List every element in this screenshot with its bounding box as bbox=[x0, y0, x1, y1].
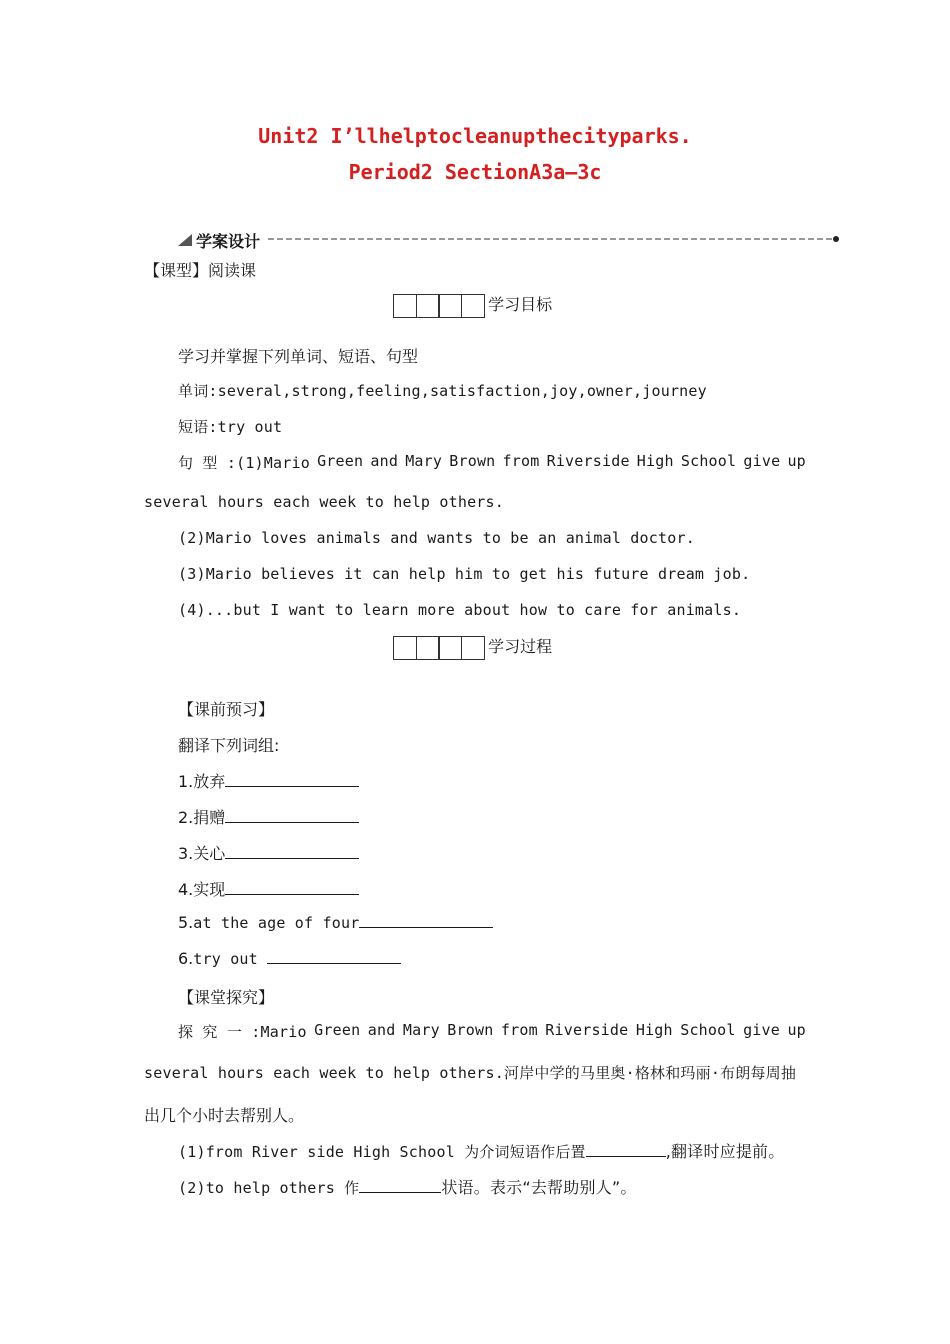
sentence-2: (2)Mario loves animals and wants to be an animal doctor. bbox=[178, 529, 695, 547]
sentence-1-word: and bbox=[370, 452, 399, 470]
list-item: 6.try out bbox=[178, 949, 401, 968]
sentence-1-word: give bbox=[743, 452, 781, 470]
note-1: (1)from River side High School 为介词短语作后置 ,翻译时应提前。 bbox=[178, 1142, 785, 1161]
explore-1-word: School bbox=[680, 1021, 736, 1039]
sentence-4: (4)...but I want to learn more about how to care for animals. bbox=[178, 601, 742, 619]
explore-1-word: and bbox=[367, 1021, 396, 1039]
sentence-1-word: from bbox=[502, 452, 540, 470]
explore-heading: 【课堂探究】 bbox=[178, 988, 275, 1007]
sentence-1-word: Green bbox=[317, 452, 364, 470]
answer-blank[interactable] bbox=[359, 913, 493, 928]
sentence-1-word: School bbox=[680, 452, 737, 470]
list-item: 3.关心 bbox=[178, 841, 359, 864]
translate-prompt: 翻译下列词组: bbox=[178, 736, 280, 755]
explore-1-word: from bbox=[500, 1021, 538, 1039]
section-header bbox=[176, 228, 842, 250]
answer-blank[interactable] bbox=[225, 844, 359, 859]
goals-phrases: 短语:try out bbox=[178, 418, 283, 436]
sentence-1-word: 句 型 :(1)Mario bbox=[178, 454, 310, 472]
sentence-1-word: High bbox=[636, 452, 674, 470]
explore-1-word: Green bbox=[314, 1021, 361, 1039]
process-heading bbox=[393, 634, 552, 660]
list-item: 2.捐赠 bbox=[178, 805, 359, 828]
process-heading-label: 学习过程 bbox=[488, 637, 553, 656]
explore-1-word: 探 究 一 :Mario bbox=[178, 1023, 307, 1041]
goals-heading bbox=[393, 292, 552, 318]
answer-blank[interactable] bbox=[267, 949, 401, 964]
note-2: (2)to help others 作 状语。表示“去帮助别人”。 bbox=[178, 1178, 637, 1197]
explore-1-word: Mary bbox=[402, 1021, 440, 1039]
box-decoration-icon bbox=[393, 294, 483, 318]
sentence-3: (3)Mario believes it can help him to get his future dream job. bbox=[178, 565, 751, 583]
section-header-label: 学案设计 bbox=[196, 232, 261, 251]
sentence-1-word: Brown bbox=[449, 452, 496, 470]
goals-words: 单词:several,strong,feeling,satisfaction,joy,owner,journey bbox=[178, 382, 707, 400]
answer-blank[interactable] bbox=[225, 880, 359, 895]
page-title: Unit2 I’llhelptocleanupthecityparks. bbox=[258, 124, 692, 148]
explore-1-word: give bbox=[743, 1021, 780, 1039]
explore-1-word: up bbox=[787, 1021, 806, 1039]
preview-heading: 【课前预习】 bbox=[178, 700, 275, 719]
sentence-1-continued: several hours each week to help others. bbox=[144, 493, 504, 511]
section-rule-icon bbox=[176, 228, 842, 250]
goals-intro: 学习并掌握下列单词、短语、句型 bbox=[178, 347, 419, 366]
explore-1-line3: 出几个小时去帮别人。 bbox=[144, 1106, 305, 1125]
answer-blank[interactable] bbox=[586, 1142, 666, 1157]
list-item: 1.放弃 bbox=[178, 769, 359, 792]
explore-1-word: Riverside bbox=[545, 1021, 629, 1039]
sentence-1 bbox=[178, 452, 806, 473]
list-item: 5.at the age of four bbox=[178, 913, 493, 932]
answer-blank[interactable] bbox=[359, 1178, 441, 1193]
sentence-1-word: up bbox=[787, 452, 806, 470]
sentence-1-word: Mary bbox=[405, 452, 443, 470]
explore-1 bbox=[178, 1021, 806, 1042]
explore-1-word: Brown bbox=[447, 1021, 494, 1039]
explore-1-word: High bbox=[635, 1021, 673, 1039]
explore-1-line2: several hours each week to help others.河岸中学的马里奥·格林和玛丽·布朗每周抽 bbox=[144, 1064, 797, 1082]
goals-heading-label: 学习目标 bbox=[488, 295, 553, 314]
answer-blank[interactable] bbox=[225, 772, 359, 787]
page-subtitle: Period2 SectionA3a—3c bbox=[348, 160, 602, 184]
sentence-1-word: Riverside bbox=[546, 452, 630, 470]
box-decoration-icon bbox=[393, 636, 483, 660]
answer-blank[interactable] bbox=[225, 808, 359, 823]
list-item: 4.实现 bbox=[178, 877, 359, 900]
course-type: 【课型】阅读课 bbox=[144, 261, 257, 280]
